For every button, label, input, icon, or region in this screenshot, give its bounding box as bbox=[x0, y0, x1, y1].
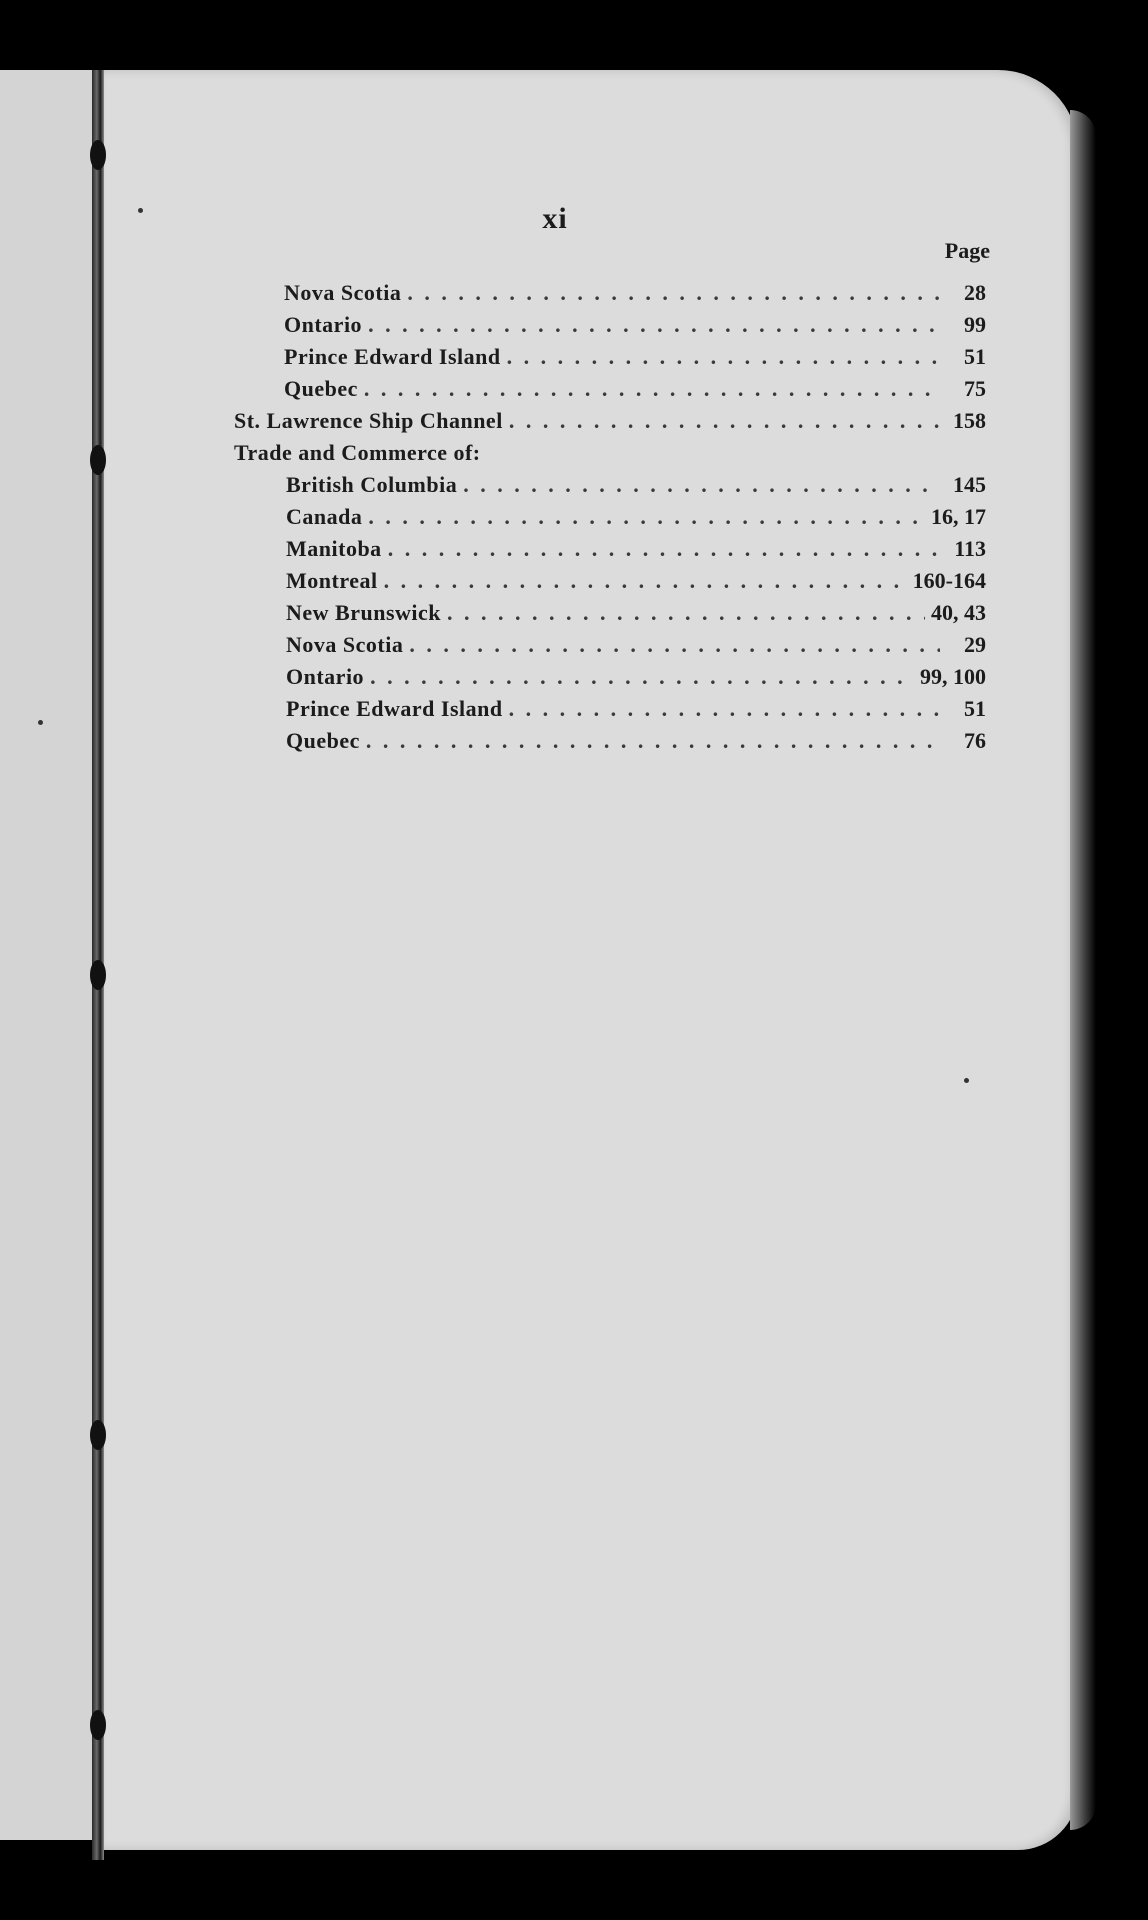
index-entry bbox=[234, 408, 986, 440]
page-column-heading: Page bbox=[944, 238, 990, 263]
entry-pages: 113 bbox=[954, 536, 986, 561]
entry-pages: 40, 43 bbox=[931, 600, 986, 625]
dot-leader bbox=[368, 312, 940, 338]
index-entry bbox=[286, 664, 986, 696]
binding-stitch bbox=[90, 140, 106, 170]
binding-stitch bbox=[90, 960, 106, 990]
dot-leader bbox=[463, 472, 940, 498]
entry-label: British Columbia bbox=[286, 472, 458, 497]
entry-label: Ontario bbox=[284, 312, 363, 337]
entry-label: Prince Edward Island bbox=[286, 696, 503, 721]
entry-label: Montreal bbox=[286, 568, 378, 593]
index-entry bbox=[286, 472, 986, 504]
dot-leader bbox=[447, 600, 925, 626]
entry-pages: 145 bbox=[953, 472, 986, 497]
entry-label: Quebec bbox=[284, 376, 358, 401]
entry-pages: 51 bbox=[964, 344, 986, 369]
index-entry bbox=[286, 696, 986, 728]
dot-leader bbox=[388, 536, 940, 562]
dot-leader bbox=[370, 664, 914, 690]
entry-pages: 160-164 bbox=[912, 568, 986, 593]
entry-pages: 29 bbox=[964, 632, 986, 657]
entry-pages: 16, 17 bbox=[931, 504, 986, 529]
binding-stitch bbox=[90, 1710, 106, 1740]
dot-leader bbox=[368, 504, 925, 530]
index-entry bbox=[286, 536, 986, 568]
paper-speck bbox=[38, 720, 43, 725]
index-entry bbox=[286, 568, 986, 600]
page-number: xi bbox=[542, 202, 568, 235]
entry-label: St. Lawrence Ship Channel bbox=[234, 408, 503, 433]
index-entry bbox=[284, 312, 986, 344]
index-entry bbox=[284, 344, 986, 376]
entry-label: Nova Scotia bbox=[286, 632, 404, 657]
facing-page-edge bbox=[0, 70, 98, 1840]
index-entry bbox=[286, 728, 986, 760]
dot-leader bbox=[509, 408, 940, 434]
index-entry bbox=[286, 632, 986, 664]
dot-leader bbox=[507, 344, 940, 370]
paper-speck bbox=[964, 1078, 969, 1083]
entry-label: Prince Edward Island bbox=[284, 344, 501, 369]
binding-stitch bbox=[90, 1420, 106, 1450]
entry-label: Manitoba bbox=[286, 536, 382, 561]
entry-pages: 158 bbox=[953, 408, 986, 433]
entry-label: Canada bbox=[286, 504, 363, 529]
binding-stitch bbox=[90, 445, 106, 475]
paper-speck bbox=[138, 208, 143, 213]
index-entry bbox=[284, 280, 986, 312]
entry-label: New Brunswick bbox=[286, 600, 442, 625]
index-entry bbox=[284, 376, 986, 408]
entry-pages: 99, 100 bbox=[920, 664, 986, 689]
entry-pages: 75 bbox=[964, 376, 986, 401]
dot-leader bbox=[366, 728, 940, 754]
entry-label: Ontario bbox=[286, 664, 365, 689]
entry-label: Nova Scotia bbox=[284, 280, 402, 305]
entry-label: Quebec bbox=[286, 728, 360, 753]
dot-leader bbox=[409, 632, 940, 658]
entry-pages: 76 bbox=[964, 728, 986, 753]
dot-leader bbox=[384, 568, 907, 594]
index-entry bbox=[286, 600, 986, 632]
dot-leader bbox=[407, 280, 940, 306]
dot-leader bbox=[364, 376, 940, 402]
index-entry bbox=[286, 504, 986, 536]
section-heading: Trade and Commerce of: bbox=[234, 440, 481, 465]
page-edge-shadow bbox=[1070, 110, 1096, 1830]
dot-leader bbox=[509, 696, 940, 722]
entry-pages: 28 bbox=[964, 280, 986, 305]
entry-pages: 51 bbox=[964, 696, 986, 721]
entry-pages: 99 bbox=[964, 312, 986, 337]
